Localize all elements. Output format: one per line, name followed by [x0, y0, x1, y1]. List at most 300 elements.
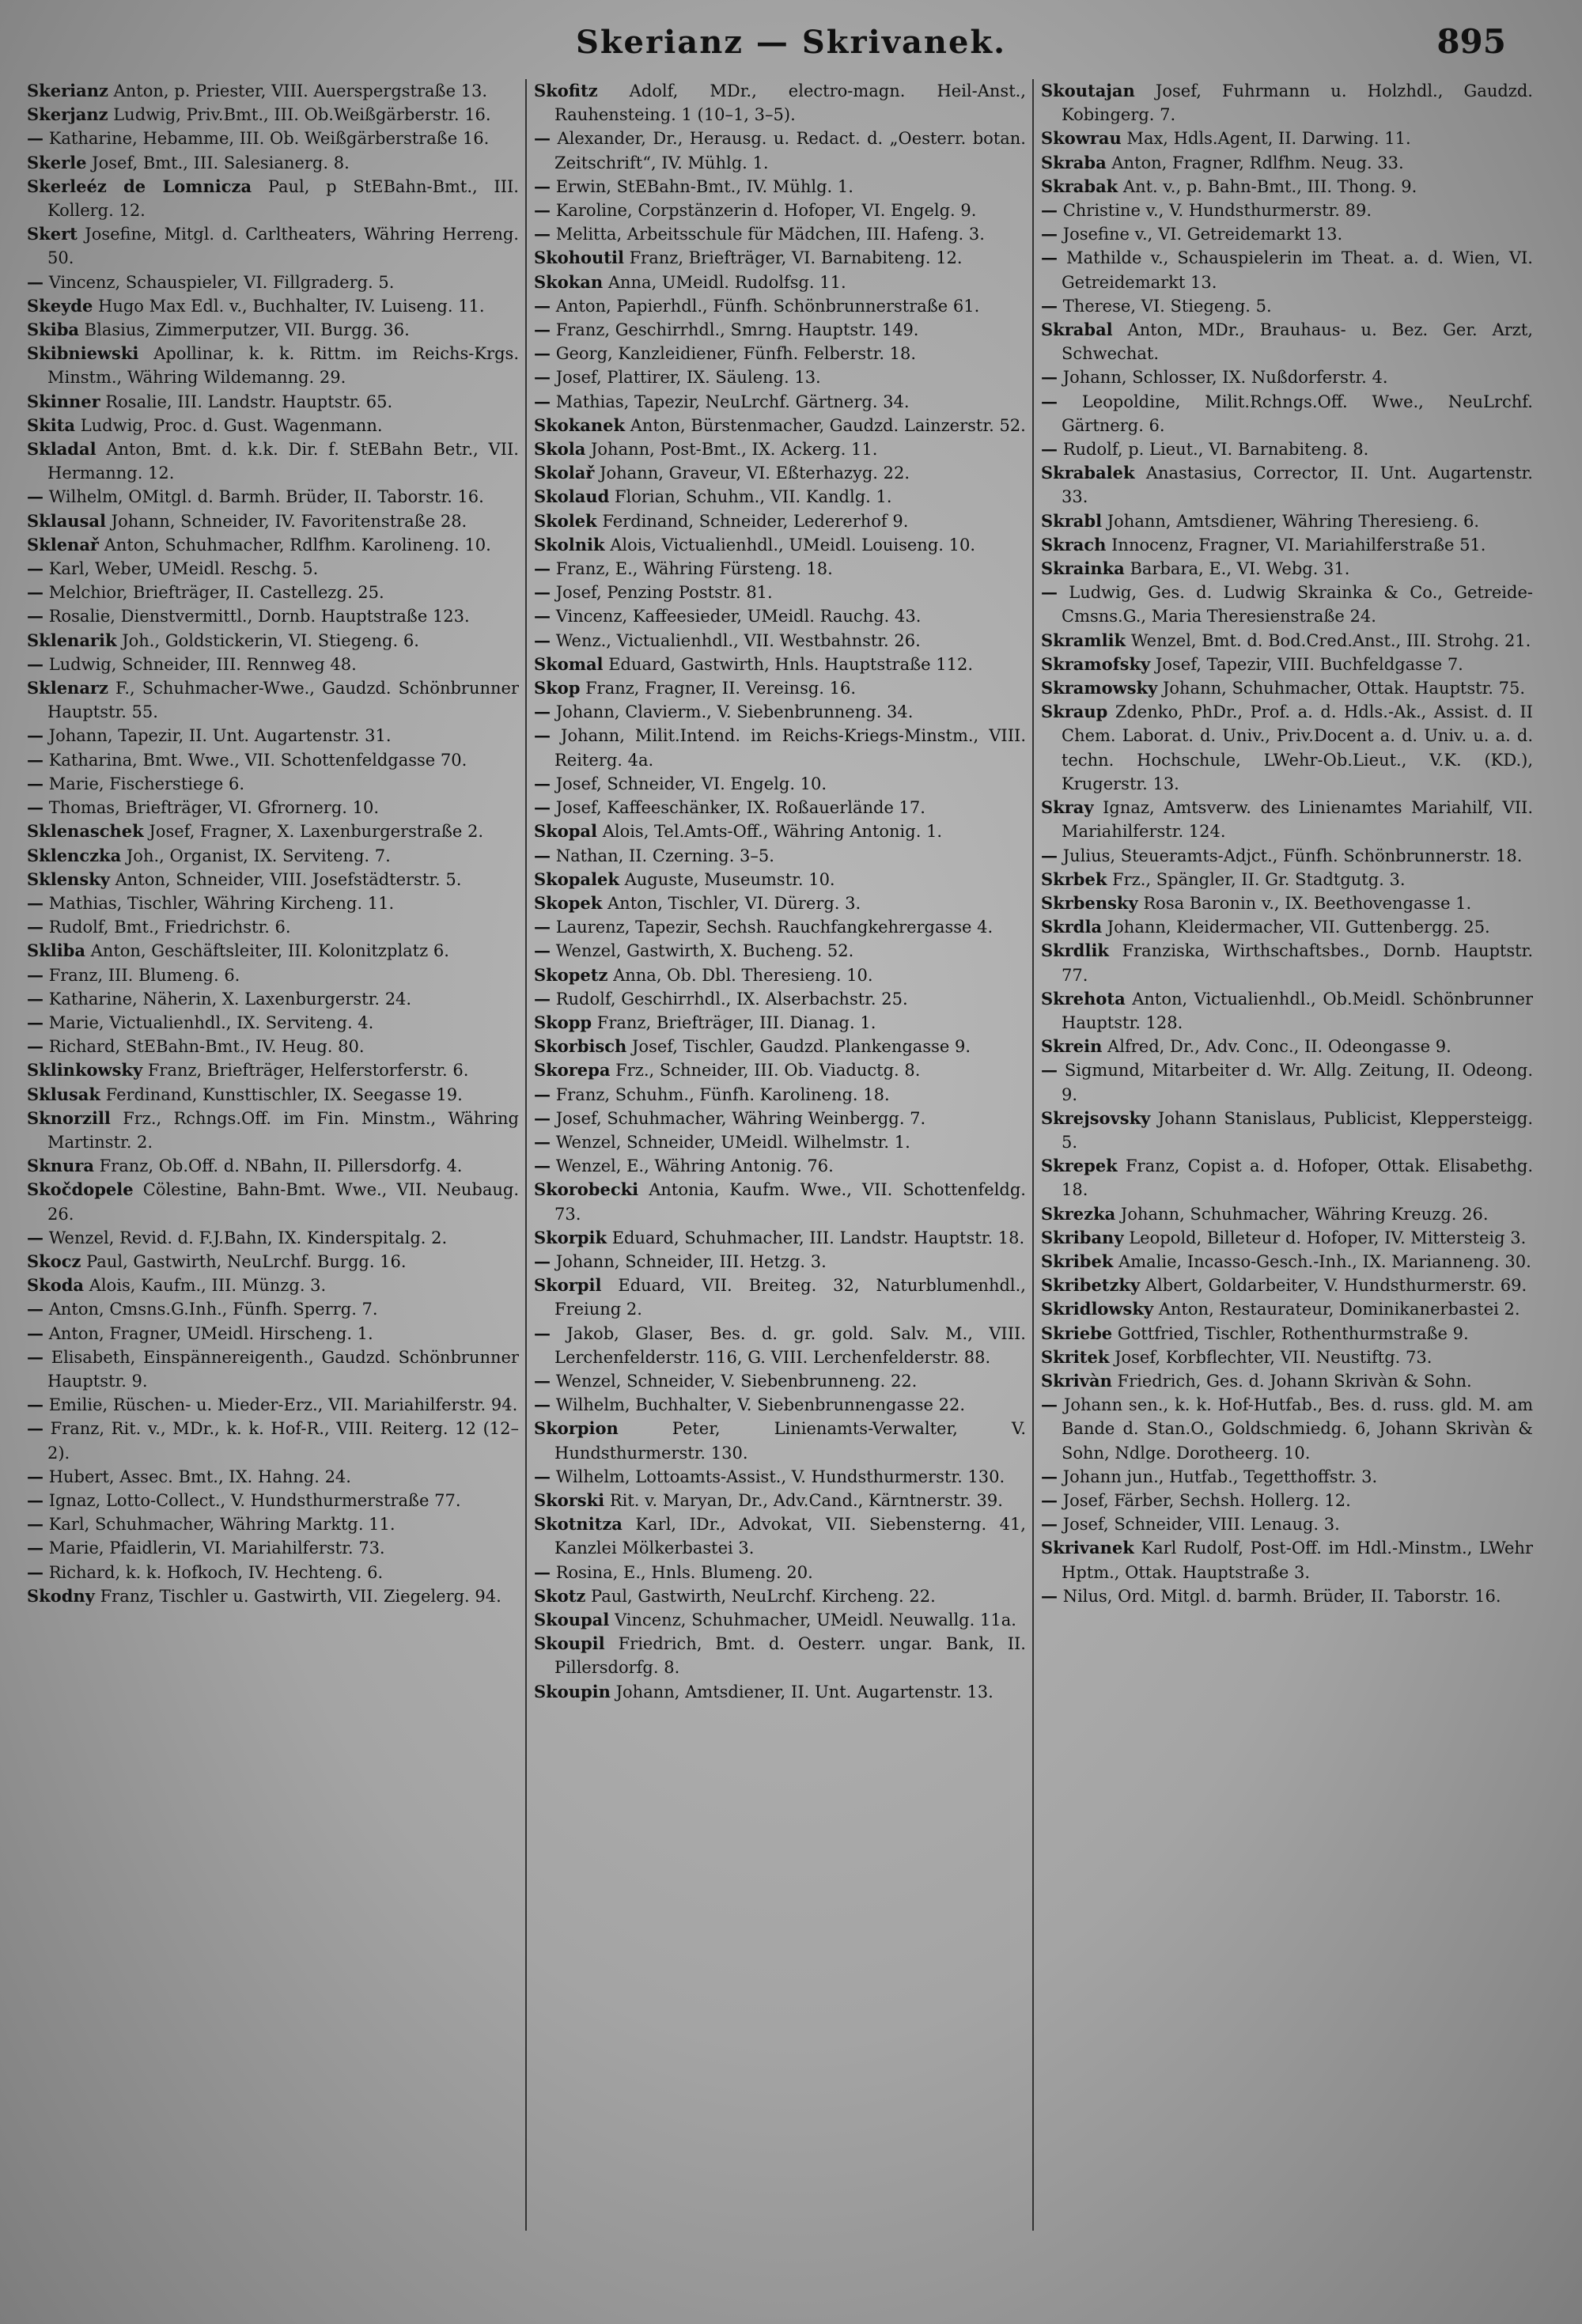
directory-entry — [534, 1417, 1026, 1464]
column-3 — [1041, 79, 1533, 2294]
entry-details: Johann, Schuhmacher, Ottak. Hauptstr. 75. — [1162, 679, 1526, 698]
entry-details: Johann, Schlosser, IX. Nußdorferstr. 4. — [1062, 368, 1388, 388]
entry-details: Frz., Schneider, III. Ob. Viaductg. 8. — [615, 1061, 921, 1081]
entry-surname: — — [1041, 439, 1058, 460]
entry-details: Franz, Fragner, II. Vereinsg. 16. — [585, 679, 857, 698]
column-divider — [1032, 79, 1034, 2231]
entry-details: Leopold, Billeteur d. Hofoper, IV. Mittersteig 3. — [1129, 1228, 1527, 1247]
entry-details: Blasius, Zimmerputzer, VII. Burgg. 36. — [84, 320, 410, 340]
entry-surname: — — [534, 702, 551, 722]
directory-entry — [27, 103, 519, 127]
entry-surname: Skrein — [1041, 1036, 1103, 1057]
directory-entry — [1041, 1274, 1533, 1297]
entry-details: Max, Hdls.Agent, II. Darwing. 11. — [1126, 129, 1411, 149]
entry-surname: Skita — [27, 414, 76, 435]
entry-details: Joh., Goldstickerin, VI. Stiegeng. 6. — [122, 630, 419, 650]
entry-details: Florian, Schuhm., VII. Kandlg. 1. — [614, 487, 892, 507]
entry-surname: — — [534, 630, 551, 650]
entry-surname: Skritek — [1041, 1346, 1110, 1367]
entry-surname: Skrezka — [1041, 1203, 1116, 1224]
directory-entry — [534, 461, 1026, 485]
entry-details: Friedrich, Bmt. d. Oesterr. ungar. Bank, II. Pillersdorfg. 8. — [554, 1634, 1026, 1678]
entry-details: Thomas, Briefträger, VI. Gfrornerg. 10. — [48, 798, 380, 818]
directory-entry — [1041, 1154, 1533, 1202]
entry-surname: — — [1041, 845, 1058, 865]
entry-details: Rudolf, p. Lieut., VI. Barnabiteng. 8. — [1062, 440, 1369, 460]
directory-entry — [534, 604, 1026, 628]
entry-surname: Skrdlik — [1041, 941, 1109, 961]
entry-details: Josef, Plattirer, IX. Säuleng. 13. — [555, 368, 821, 388]
directory-entry — [27, 1250, 519, 1274]
directory-entry — [27, 127, 519, 150]
entry-surname: — — [27, 1489, 44, 1510]
directory-entry — [27, 222, 519, 270]
entry-details: Hubert, Assec. Bmt., IX. Hahng. 24. — [48, 1467, 351, 1486]
entry-details: Amalie, Incasso-Gesch.-Inh., IX. Marianneng. 30. — [1118, 1251, 1531, 1271]
entry-details: Johann, Schneider, IV. Favoritenstraße 28. — [111, 511, 467, 531]
directory-entry — [27, 1011, 519, 1035]
directory-entry — [27, 653, 519, 676]
entry-surname: Skridlowsky — [1041, 1299, 1154, 1319]
directory-entry — [1041, 1465, 1533, 1489]
entry-details: Johann Stanislaus, Publicist, Kleppersteigg. 5. — [1062, 1108, 1533, 1152]
directory-entry — [534, 676, 1026, 700]
entry-details: Marie, Victualienhdl., IX. Serviteng. 4. — [48, 1012, 374, 1032]
directory-entry — [534, 1465, 1026, 1489]
entry-surname: Sklausal — [27, 510, 106, 531]
entry-details: Josef, Tapezir, VIII. Buchfeldgasse 7. — [1155, 654, 1463, 674]
entry-details: Franz, III. Blumeng. 6. — [48, 965, 240, 985]
entry-details: Karl, IDr., Advokat, VII. Siebensterng. 41, Kanzlei Mölkerbastei 3. — [554, 1515, 1026, 1558]
entry-surname: Sknura — [27, 1156, 94, 1176]
directory-entry — [534, 1369, 1026, 1393]
column-divider — [525, 79, 527, 2231]
entry-surname: Sklinkowsky — [27, 1060, 143, 1081]
directory-entry — [534, 1226, 1026, 1250]
directory-entry — [534, 772, 1026, 796]
entry-surname: Skramofsky — [1041, 653, 1151, 674]
directory-entry — [534, 819, 1026, 843]
directory-entry — [534, 987, 1026, 1011]
directory-entry — [1041, 939, 1533, 986]
columns-area — [27, 79, 1533, 2294]
directory-entry — [1041, 1536, 1533, 1584]
entry-surname: — — [27, 1323, 44, 1343]
entry-surname: Sknorzill — [27, 1107, 111, 1128]
directory-entry — [534, 1154, 1026, 1178]
directory-entry — [534, 1250, 1026, 1274]
directory-entry — [27, 796, 519, 819]
directory-entry — [1041, 1226, 1533, 1250]
directory-entry — [534, 127, 1026, 174]
entry-surname: Skorpion — [534, 1418, 619, 1439]
entry-surname: — — [534, 1156, 551, 1176]
directory-entry — [534, 963, 1026, 987]
entry-surname: Skert — [27, 224, 78, 244]
directory-entry — [534, 390, 1026, 414]
directory-entry — [27, 868, 519, 891]
directory-entry — [27, 1512, 519, 1536]
entry-surname: Skribetzky — [1041, 1275, 1141, 1296]
directory-entry — [27, 1465, 519, 1489]
directory-entry — [27, 1083, 519, 1107]
entry-details: Mathias, Tapezir, NeuLrchf. Gärtnerg. 34. — [555, 392, 910, 411]
entry-surname: — — [27, 1346, 44, 1367]
entry-surname: Skladal — [27, 439, 97, 460]
entry-surname: — — [534, 320, 551, 340]
directory-entry — [1041, 1512, 1533, 1536]
entry-surname: — — [1041, 1060, 1058, 1081]
entry-details: Laurenz, Tapezir, Sechsh. Rauchfangkehrergasse 4. — [555, 918, 993, 937]
entry-surname: — — [27, 725, 44, 746]
entry-details: Wenzel, Bmt. d. Bod.Cred.Anst., III. Strohg. 21. — [1130, 630, 1531, 650]
entry-surname: — — [1041, 200, 1058, 221]
entry-details: Anton, Bürstenmacher, Gaudzd. Lainzerstr. 52. — [630, 415, 1026, 435]
directory-entry — [27, 1322, 519, 1346]
directory-entry — [534, 1561, 1026, 1584]
entry-details: Johann, Clavierm., V. Siebenbrunneng. 34. — [555, 702, 914, 722]
directory-entry — [1041, 1322, 1533, 1346]
entry-details: Franz, Schuhm., Fünfh. Karolineng. 18. — [555, 1084, 890, 1104]
directory-entry — [534, 1178, 1026, 1225]
directory-entry — [1041, 676, 1533, 700]
entry-surname: Skorpil — [534, 1275, 602, 1296]
entry-details: Franz, Geschirrhdl., Smrng. Hauptstr. 149. — [555, 320, 919, 340]
entry-surname: — — [1041, 224, 1058, 244]
entry-surname: — — [1041, 295, 1058, 316]
entry-details: Rosina, E., Hnls. Blumeng. 20. — [555, 1562, 813, 1582]
entry-surname: Skocz — [27, 1251, 81, 1271]
entry-details: Anton, Restaurateur, Dominikanerbastei 2. — [1158, 1300, 1520, 1319]
entry-surname: Skrbek — [1041, 869, 1107, 889]
entry-surname: Skorbisch — [534, 1036, 627, 1057]
entry-details: Paul, Gastwirth, NeuLrchf. Kircheng. 22. — [591, 1586, 936, 1606]
entry-details: Leopoldine, Milit.Rchngs.Off. Wwe., NeuLrchf. Gärtnerg. 6. — [1062, 392, 1533, 435]
directory-entry — [534, 1274, 1026, 1321]
entry-surname: — — [1041, 1395, 1058, 1415]
directory-entry — [1041, 653, 1533, 676]
entry-details: Therese, VI. Stiegeng. 5. — [1062, 296, 1272, 316]
entry-surname: — — [534, 1561, 551, 1582]
directory-entry — [534, 79, 1026, 127]
entry-details: Johann, Graveur, VI. Eßterhazyg. 22. — [600, 464, 910, 483]
entry-details: Franz, Ob.Off. d. NBahn, II. Pillersdorfg. 4. — [99, 1156, 463, 1176]
directory-entry — [1041, 1393, 1533, 1465]
entry-details: Anton, Geschäftsleiter, III. Kolonitzplatz 6. — [90, 941, 449, 961]
entry-details: Jakob, Glaser, Bes. d. gr. gold. Salv. M., VIII. Lerchenfelderstr. 116, G. VIII. Lerchenfelderstr. 88. — [554, 1323, 1026, 1367]
entry-surname: Skibniewski — [27, 343, 139, 364]
entry-details: Anna, UMeidl. Rudolfsg. 11. — [607, 272, 846, 292]
directory-entry — [534, 581, 1026, 604]
entry-surname: Skolek — [534, 510, 597, 531]
entry-surname: Skoupil — [534, 1633, 605, 1654]
directory-entry — [27, 485, 519, 509]
entry-details: Anton, Schneider, VIII. Josefstädterstr. 5. — [115, 869, 462, 889]
directory-entry — [534, 724, 1026, 771]
directory-entry — [1041, 1058, 1533, 1106]
directory-entry — [27, 271, 519, 294]
entry-surname: Sklenař — [27, 534, 99, 555]
entry-surname: — — [27, 486, 44, 507]
entry-details: Friedrich, Ges. d. Johann Skrivàn & Sohn. — [1117, 1371, 1472, 1391]
entry-details: Josefine, Mitgl. d. Carltheaters, Währing Herreng. 50. — [47, 225, 519, 268]
entry-surname: Skrepek — [1041, 1156, 1118, 1176]
entry-surname: Skray — [1041, 797, 1094, 818]
entry-details: Wenzel, Schneider, V. Siebenbrunneng. 22. — [555, 1371, 918, 1391]
directory-entry — [27, 294, 519, 318]
entry-details: Rudolf, Geschirrhdl., IX. Alserbachstr. 25. — [555, 989, 908, 1009]
entry-details: Emilie, Rüschen- u. Mieder-Erz., VII. Mariahilferstr. 94. — [48, 1395, 518, 1415]
entry-surname: Sklensky — [27, 869, 110, 889]
entry-details: Anton, MDr., Brauhaus- u. Bez. Ger. Arzt, Schwechat. — [1062, 320, 1533, 364]
directory-entry — [1041, 127, 1533, 150]
entry-surname: Sklenczka — [27, 845, 122, 865]
entry-details: Katharine, Hebamme, III. Ob. Weißgärberstraße 16. — [48, 129, 490, 149]
entry-details: Josefine v., VI. Getreidemarkt 13. — [1062, 225, 1343, 244]
entry-details: Frz., Spängler, II. Gr. Stadtgutg. 3. — [1112, 869, 1406, 889]
directory-entry — [534, 653, 1026, 676]
entry-surname: Sklusak — [27, 1084, 100, 1104]
entry-surname: Skrehota — [1041, 988, 1126, 1009]
entry-surname: Skorski — [534, 1489, 605, 1510]
entry-surname: Skerleéz de Lomnicza — [27, 176, 252, 196]
entry-surname: Skopalek — [534, 869, 619, 889]
entry-surname: Skorepa — [534, 1060, 611, 1081]
page-header — [0, 17, 1582, 73]
entry-details: Sigmund, Mitarbeiter d. Wr. Allg. Zeitung, II. Odeong. 9. — [1062, 1061, 1533, 1104]
entry-details: Innocenz, Fragner, VI. Mariahilferstraße 51. — [1111, 535, 1486, 555]
entry-details: Johann, Amtsdiener, Währing Theresieng. 6. — [1107, 511, 1480, 531]
entry-details: Franz, Briefträger, Helferstorferstr. 6. — [147, 1061, 469, 1081]
directory-entry — [27, 1417, 519, 1464]
directory-entry — [1041, 700, 1533, 796]
directory-entry — [27, 844, 519, 868]
entry-details: Anton, Fragner, Rdlfhm. Neug. 33. — [1111, 153, 1404, 172]
entry-details: Franz, E., Währing Fürsteng. 18. — [555, 559, 833, 579]
entry-surname: Skolař — [534, 463, 595, 483]
directory-entry — [1041, 294, 1533, 318]
entry-details: Wilhelm, OMitgl. d. Barmh. Brüder, II. Taborstr. 16. — [48, 487, 484, 507]
directory-entry — [27, 437, 519, 485]
entry-surname: — — [27, 558, 44, 579]
entry-details: Johann, Post-Bmt., IX. Ackerg. 11. — [591, 440, 878, 460]
directory-entry — [534, 342, 1026, 365]
entry-details: Hugo Max Edl. v., Buchhalter, IV. Luiseng. 11. — [98, 296, 485, 316]
entry-surname: Skeyde — [27, 295, 93, 316]
entry-details: Anton, Fragner, UMeidl. Hirscheng. 1. — [48, 1323, 373, 1343]
directory-entry — [27, 963, 519, 987]
entry-surname: Skoupal — [534, 1610, 610, 1629]
directory-entry — [1041, 461, 1533, 509]
directory-entry — [534, 414, 1026, 437]
entry-details: Eduard, VII. Breiteg. 32, Naturblumenhdl., Freiung 2. — [554, 1276, 1026, 1319]
directory-entry — [27, 509, 519, 533]
directory-entry — [1041, 915, 1533, 939]
directory-entry — [534, 1608, 1026, 1632]
directory-entry — [1041, 1584, 1533, 1608]
entry-details: Apollinar, k. k. Rittm. im Reichs-Krgs. Minstm., Währing Wildemanng. 29. — [47, 344, 519, 388]
entry-details: Ludwig, Ges. d. Ludwig Skrainka & Co., Getreide-Cmsns.G., Maria Theresienstraße 24. — [1062, 583, 1533, 626]
directory-entry — [1041, 1035, 1533, 1058]
directory-entry — [1041, 844, 1533, 868]
entry-details: Alexander, Dr., Herausg. u. Redact. d. „Oesterr. botan. Zeitschrift“, IV. Mühlg. 1. — [554, 129, 1026, 172]
directory-entry — [27, 414, 519, 437]
entry-details: Josef, Fuhrmann u. Holzhdl., Gaudzd. Kobingerg. 7. — [1062, 81, 1533, 125]
entry-surname: — — [534, 295, 551, 316]
entry-details: Wenzel, Revid. d. F.J.Bahn, IX. Kinderspitalg. 2. — [48, 1228, 448, 1247]
directory-entry — [27, 1489, 519, 1512]
directory-entry — [1041, 79, 1533, 127]
entry-surname: Skopp — [534, 1012, 592, 1032]
directory-entry — [1041, 533, 1533, 557]
directory-entry — [1041, 390, 1533, 437]
entry-surname: Skriebe — [1041, 1323, 1113, 1343]
directory-entry — [534, 1035, 1026, 1058]
directory-entry — [1041, 222, 1533, 246]
entry-surname: Skribek — [1041, 1251, 1114, 1271]
directory-entry — [27, 629, 519, 653]
directory-entry — [1041, 1107, 1533, 1154]
directory-entry — [27, 1393, 519, 1417]
entry-details: Eduard, Gastwirth, Hnls. Hauptstraße 112. — [608, 654, 974, 674]
entry-surname: Skrabalek — [1041, 463, 1135, 483]
entry-details: Josef, Korbflechter, VII. Neustiftg. 73. — [1115, 1347, 1433, 1367]
directory-entry — [534, 915, 1026, 939]
directory-entry — [27, 151, 519, 175]
entry-details: Johann, Tapezir, II. Unt. Augartenstr. 31. — [48, 726, 392, 746]
entry-details: Johann, Amtsdiener, II. Unt. Augartenstr. 13. — [615, 1682, 993, 1701]
entry-details: Ignaz, Lotto-Collect., V. Hundsthurmerstraße 77. — [48, 1490, 461, 1510]
entry-surname: Skerjanz — [27, 104, 108, 125]
directory-entry — [1041, 509, 1533, 533]
directory-entry — [27, 1274, 519, 1297]
directory-entry — [534, 1011, 1026, 1035]
entry-surname: — — [27, 653, 44, 674]
entry-surname: — — [1041, 582, 1058, 603]
entry-surname: — — [27, 128, 44, 149]
entry-details: Karl Rudolf, Post-Off. im Hdl.-Minstm., LWehr Hptm., Ottak. Hauptstraße 3. — [1062, 1539, 1533, 1582]
directory-entry — [534, 629, 1026, 653]
entry-surname: Skrivàn — [1041, 1370, 1112, 1391]
entry-surname: — — [534, 1251, 551, 1271]
directory-entry — [1041, 1369, 1533, 1393]
entry-details: Ignaz, Amtsverw. des Linienamtes Mariahilf, VII. Mariahilferstr. 124. — [1062, 798, 1533, 842]
directory-entry — [534, 700, 1026, 724]
entry-details: Karl, Weber, UMeidl. Reschg. 5. — [48, 559, 319, 579]
entry-details: Katharine, Näherin, X. Laxenburgerstr. 24. — [48, 989, 412, 1009]
entry-details: F., Schuhmacher-Wwe., Gaudzd. Schönbrunner Hauptstr. 55. — [47, 679, 519, 722]
entry-surname: Skiba — [27, 320, 79, 340]
entry-details: Johann, Schneider, III. Hetzg. 3. — [555, 1251, 827, 1271]
entry-details: Nathan, II. Czerning. 3–5. — [555, 846, 774, 865]
entry-details: Franz, Rit. v., MDr., k. k. Hof-R., VIII. Reiterg. 12 (12–2). — [47, 1419, 519, 1463]
entry-details: Julius, Steueramts-Adjct., Fünfh. Schönbrunnerstr. 18. — [1062, 846, 1523, 865]
entry-surname: Skrivanek — [1041, 1538, 1134, 1558]
entry-surname: — — [27, 1012, 44, 1032]
entry-surname: Skrabal — [1041, 320, 1113, 340]
entry-details: Johann sen., k. k. Hof-Hutfab., Bes. d. russ. gld. M. am Bande d. Stan.O., Goldschmiedg. 6, Johann Skrivàn & Sohn, Ndlge. Dorotheerg. 10. — [1062, 1395, 1533, 1463]
running-head: Skerianz — Skrivanek. — [575, 24, 1007, 61]
entry-details: Gottfried, Tischler, Rothenthurmstraße 9. — [1117, 1323, 1469, 1343]
entry-surname: Skorpik — [534, 1227, 607, 1247]
entry-details: Richard, k. k. Hofkoch, IV. Hechteng. 6. — [48, 1562, 384, 1582]
entry-surname: — — [534, 917, 551, 937]
entry-surname: — — [534, 1370, 551, 1391]
entry-details: Marie, Fischerstiege 6. — [48, 774, 245, 793]
entry-surname: — — [27, 582, 44, 603]
directory-entry — [1041, 629, 1533, 653]
entry-surname: Skolnik — [534, 534, 605, 555]
entry-surname: — — [27, 1418, 44, 1439]
entry-details: Rosalie, Dienstvermittl., Dornb. Hauptstraße 123. — [48, 607, 470, 626]
entry-details: Katharina, Bmt. Wwe., VII. Schottenfeldgasse 70. — [48, 750, 467, 770]
entry-details: Karoline, Corpstänzerin d. Hofoper, VI. Engelg. 9. — [555, 201, 977, 221]
entry-surname: — — [534, 176, 551, 196]
entry-details: Franz, Tischler u. Gastwirth, VII. Ziegelerg. 94. — [100, 1586, 501, 1606]
entry-surname: — — [27, 1514, 44, 1535]
directory-entry — [1041, 1250, 1533, 1274]
entry-surname: Skodny — [27, 1585, 95, 1606]
entry-surname: Skokanek — [534, 414, 626, 435]
entry-details: Alois, Victualienhdl., UMeidl. Louiseng. 10. — [610, 535, 976, 555]
entry-surname: Sklenaschek — [27, 821, 144, 842]
directory-entry — [1041, 987, 1533, 1035]
directory-entry — [27, 318, 519, 342]
entry-details: Anton, Tischler, VI. Dürerg. 3. — [607, 893, 861, 913]
entry-surname: — — [534, 988, 551, 1009]
directory-entry — [534, 1322, 1026, 1369]
entry-details: Franz, Briefträger, VI. Barnabiteng. 12. — [629, 248, 963, 268]
entry-surname: Skramlik — [1041, 630, 1126, 650]
directory-entry — [534, 1107, 1026, 1130]
entry-surname: — — [27, 1299, 44, 1319]
entry-surname: Sklenarz — [27, 678, 108, 698]
directory-entry — [534, 796, 1026, 819]
directory-entry — [27, 676, 519, 724]
entry-surname: — — [534, 941, 551, 961]
entry-surname: Skohoutil — [534, 248, 624, 268]
entry-details: Wenzel, Gastwirth, X. Bucheng. 52. — [555, 941, 854, 961]
directory-entry — [1041, 199, 1533, 222]
entry-details: Ferdinand, Schneider, Ledererhof 9. — [602, 511, 909, 531]
directory-entry — [1041, 246, 1533, 293]
entry-surname: Skrdla — [1041, 917, 1103, 937]
entry-details: Josef, Schuhmacher, Währing Weinbergg. 7. — [555, 1108, 926, 1128]
entry-surname: — — [534, 391, 551, 411]
entry-details: Peter, Linienamts-Verwalter, V. Hundsthurmerstr. 130. — [554, 1419, 1026, 1463]
entry-surname: Skinner — [27, 391, 100, 411]
entry-surname: — — [534, 582, 551, 603]
entry-details: Zdenko, PhDr., Prof. a. d. Hdls.-Ak., Assist. d. II Chem. Laborat. d. Univ., Priv.Docent a. d. Univ. u. a. d. techn. Hochschule, LWehr-Ob.Lieut., V.K. (KD.), Krugerstr. 13. — [1062, 702, 1533, 793]
entry-surname: Skofitz — [534, 81, 598, 100]
directory-entry — [27, 1346, 519, 1393]
entry-details: Joh., Organist, IX. Serviteng. 7. — [126, 846, 391, 865]
entry-surname: — — [534, 725, 551, 746]
entry-details: Anton, p. Priester, VIII. Auerspergstraße 13. — [113, 81, 488, 100]
column-1 — [27, 79, 519, 2294]
entry-details: Elisabeth, Einspännereigenth., Gaudzd. Schönbrunner Hauptstr. 9. — [47, 1347, 519, 1391]
directory-entry — [534, 1489, 1026, 1512]
entry-surname: Skowrau — [1041, 128, 1122, 149]
entry-surname: — — [27, 917, 44, 937]
entry-surname: — — [534, 224, 551, 244]
directory-entry — [27, 1107, 519, 1154]
entry-details: Anton, Papierhdl., Fünfh. Schönbrunnerstraße 61. — [555, 296, 980, 316]
directory-entry — [27, 724, 519, 748]
directory-entry — [27, 79, 519, 103]
entry-surname: — — [1041, 1514, 1058, 1535]
entry-details: Josef, Penzing Poststr. 81. — [555, 583, 773, 603]
